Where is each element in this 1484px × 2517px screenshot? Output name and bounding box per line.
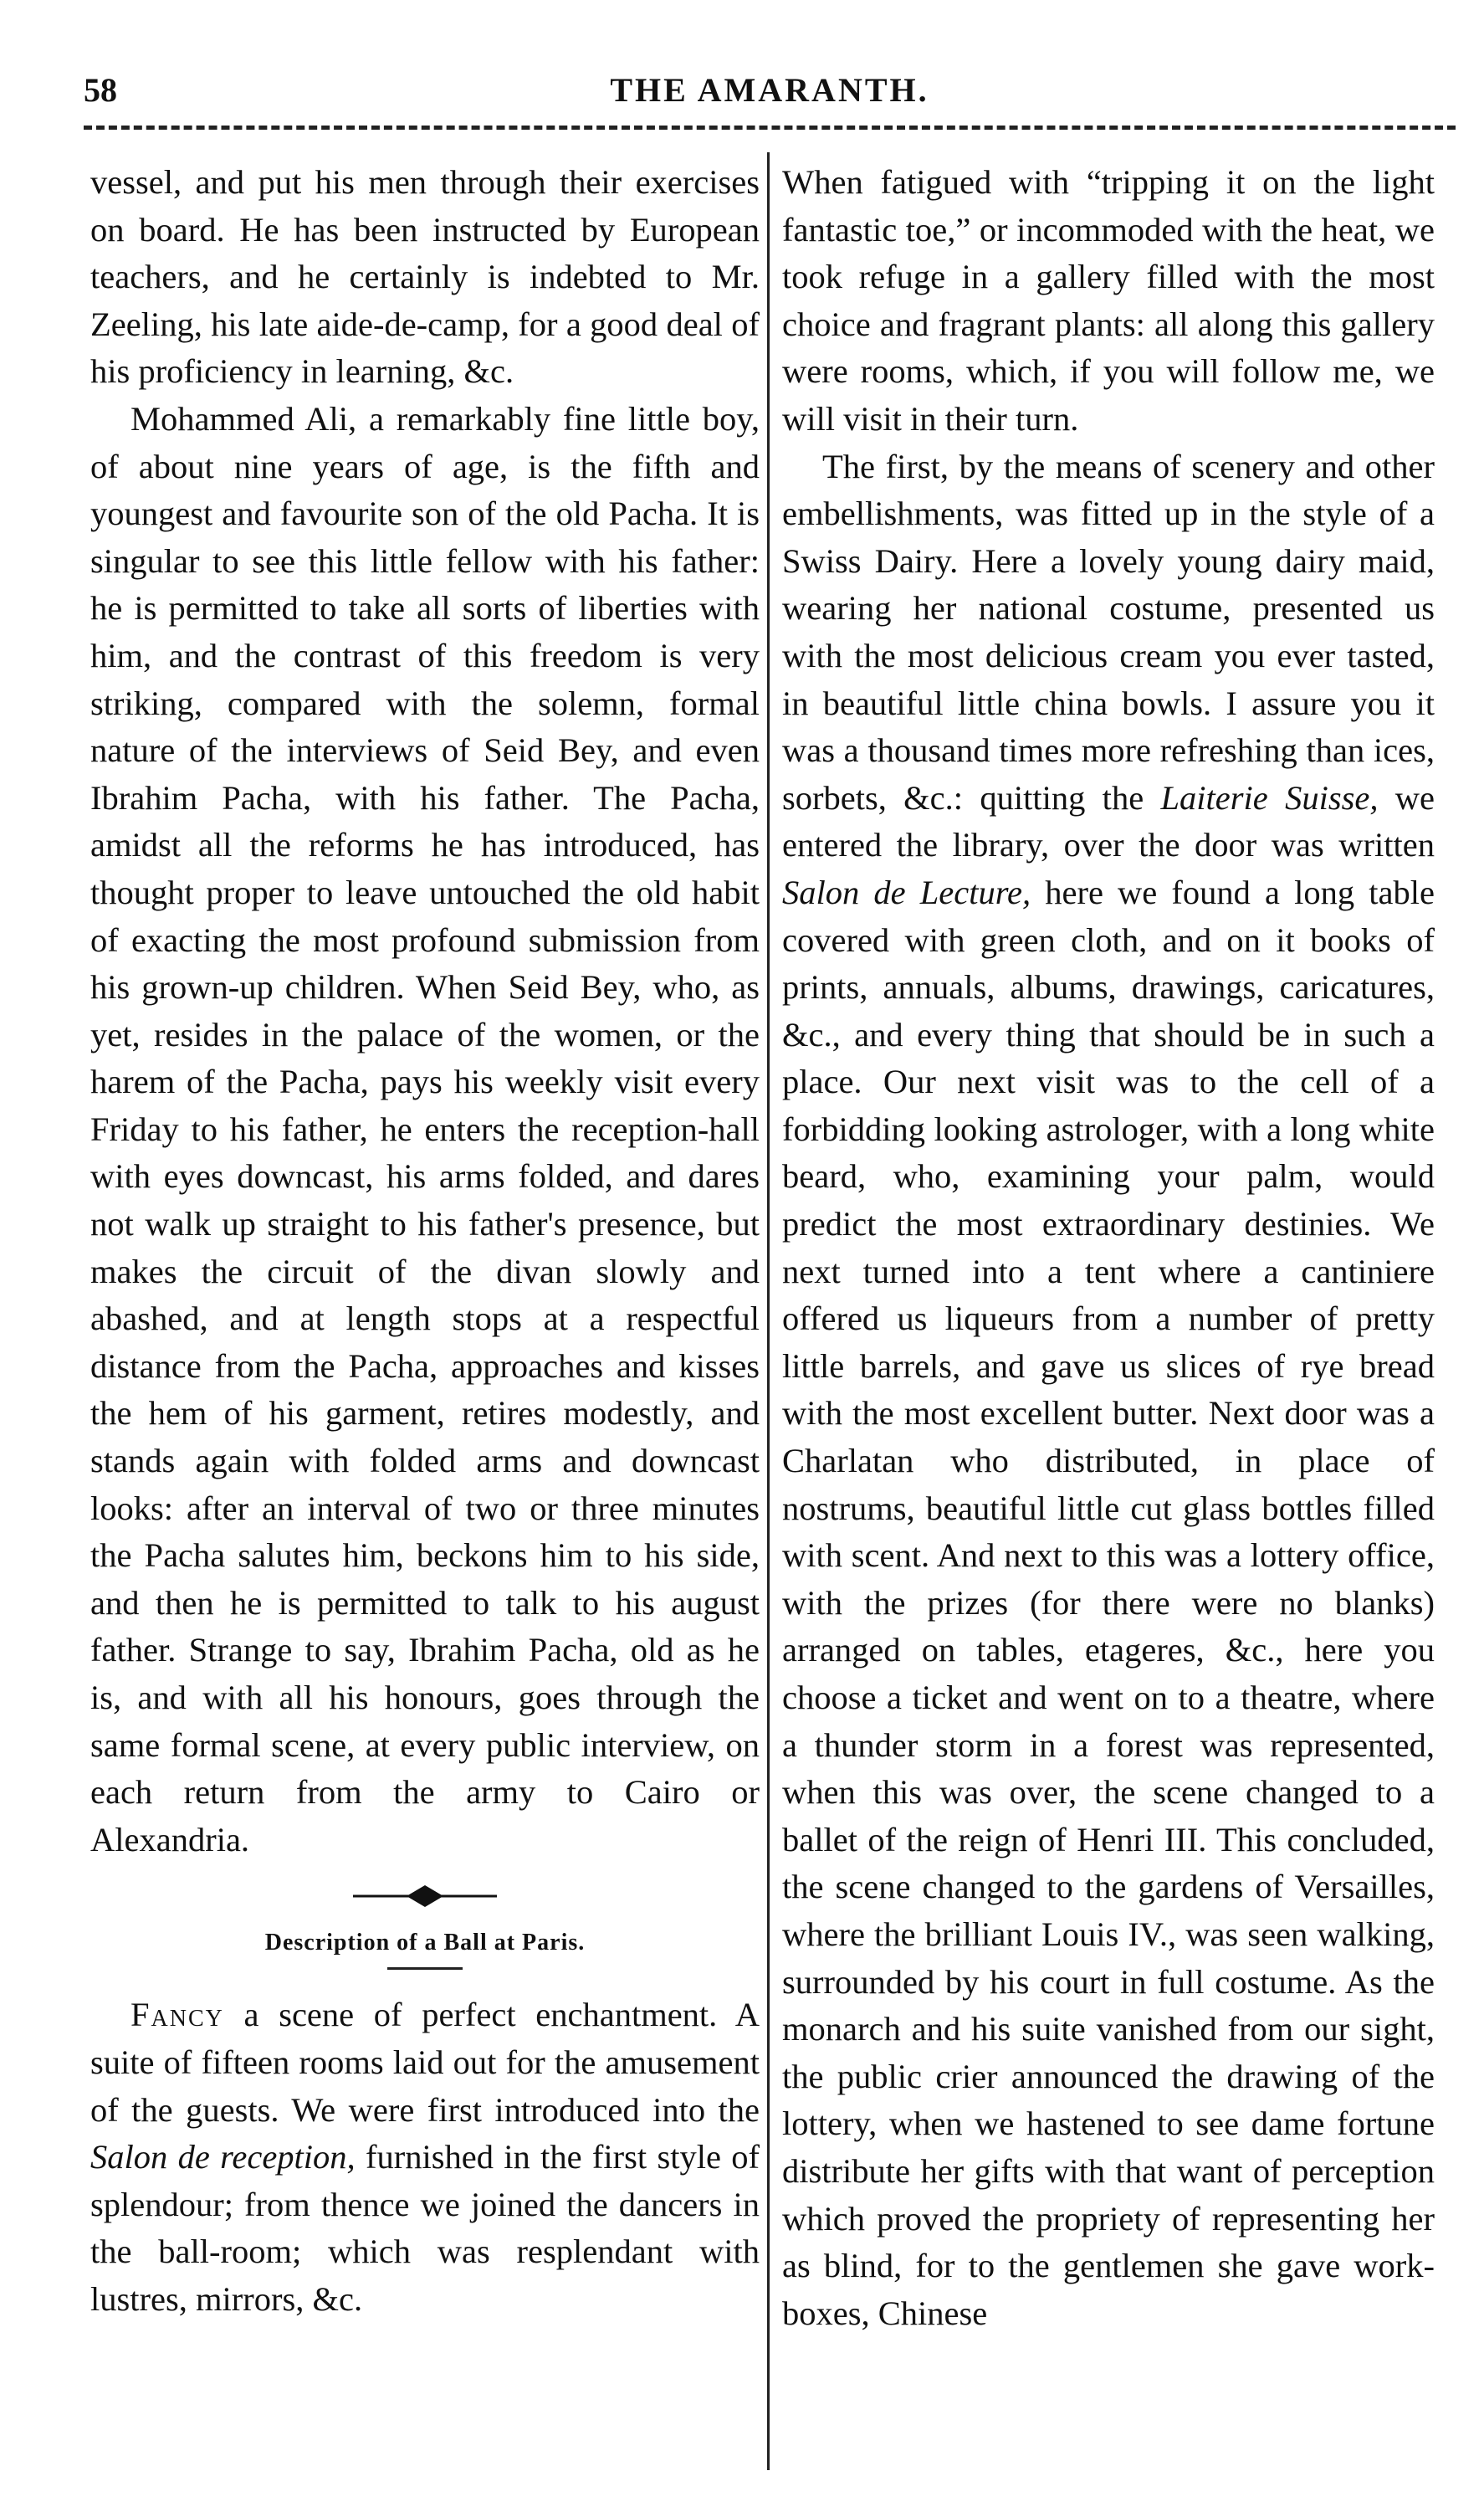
paragraph-text-a: The first, by the means of scenery and other embellishments, was fitted up in the style of a Swiss Dairy. Here a lovely young dairy maid, wearing her national costume, presented us with the most delicious cream you ever tasted, in beautiful little china bowls. I assure you it was a thousand times more refreshing than ices, sorbets, &c.: quitting the bbox=[782, 447, 1435, 817]
left-paragraph-2: Mohammed Ali, a remarkably fine little boy, of about nine years of age, is the fifth and youngest and favourite son of the old Pacha. It is singular to see this little fellow with his father: he is permitted to take all sorts of liberties with him, and the contrast of this freedom is very striking, compared with the solemn, formal nature of the interviews of Seid Bey, and even Ibrahim Pacha, with his father. The Pacha, amidst all the reforms he has introduced, has thought proper to leave untouched the old habit of exacting the most profound submission from his grown-up children. When Seid Bey, who, as yet, resides in the palace of the women, or the harem of the Pacha, pays his weekly visit every Friday to his father, he enters the reception-hall with eyes downcast, his arms folded, and dares not walk up straight to his father's presence, but makes the circuit of the divan slowly and abashed, and at length stops at a respectful distance from the Pacha, approaches and kisses the hem of his garment, retires modestly, and stands again with folded arms and downcast looks: after an interval of two or three minutes the Pacha salutes him, beckons him to his side, and then he is permitted to talk to his august father. Strange to say, Ibrahim Pacha, old as he is, and with all his honours, goes through the same formal scene, at every public interview, on each return from the army to Cairo or Alexandria. bbox=[90, 399, 760, 1858]
heading-rule bbox=[387, 1967, 463, 1970]
column-divider bbox=[767, 152, 770, 2470]
left-paragraph-1: vessel, and put his men through their exercises on board. He has been instructed by European teachers, and he certainly is indebted to Mr. Zeeling, his late aide-de-camp, for a good deal of his proficiency in learning, &c. bbox=[90, 163, 760, 391]
page-header bbox=[84, 71, 1456, 124]
drop-lead-word: Fancy bbox=[130, 1996, 224, 2034]
page-number: 58 bbox=[84, 71, 117, 109]
paragraph-3-text-b: furnished in the first style of splendour; from thence we joined the dancers in the ball-room; which was resplendant with lustres, mirrors, &c. bbox=[90, 2138, 760, 2318]
right-column bbox=[782, 159, 1435, 2337]
article-separator-ornament bbox=[350, 1885, 500, 1907]
running-title: THE AMARANTH. bbox=[610, 71, 929, 109]
paragraph-3-italic: Salon de reception, bbox=[90, 2138, 356, 2176]
paragraph-text-c: here we found a long table covered with green cloth, and on it books of prints, annuals, albums, drawings, caricatures, &c., and every thing that should be in such a place. Our next visit was to the cell of a forbidding looking astrologer, with a long white beard, who, examining your palm, would predict the most extraordinary destinies. We next turned into a tent where a cantiniere offered us liqueurs from a number of pretty little barrels, and gave us slices of rye bread with the most excellent butter. Next door was a Charlatan who distributed, in place of nostrums, beautiful little cut glass bottles filled with scent. And next to this was a lottery office, with the prizes (for there were no blanks) arranged on tables, etageres, &c., here you choose a ticket and went on to a theatre, where a thunder storm in a forest was represented, when this was over, the scene changed to a ballet of the reign of Henri III. This concluded, the scene changed to the gardens of Versailles, where the brilliant Louis IV., was seen walking, surrounded by his court in full costume. As the monarch and his suite vanished from our sight, the public crier announced the drawing of the lottery, when we hastened to see dame fortune distribute her gifts with that want of perception which proved the propriety of representing her as blind, for to the gentlemen she gave work-boxes, Chinese bbox=[782, 873, 1435, 2332]
italic-laiterie-suisse: Laiterie Suisse, bbox=[1160, 778, 1379, 817]
paragraph-3-text-a: a scene of perfect enchantment. A suite of fifteen rooms laid out for the amusement of the guests. We were first introduced into the bbox=[90, 1996, 760, 2129]
italic-salon-de-lecture: Salon de Lecture, bbox=[782, 873, 1031, 911]
left-column bbox=[90, 159, 760, 2324]
left-paragraph-3 bbox=[90, 1992, 760, 2323]
paragraph-text-b: we entered the library, over the door was written bbox=[782, 778, 1435, 864]
header-rule bbox=[84, 126, 1456, 130]
article-heading: Description of a Ball at Paris. bbox=[264, 1930, 586, 1956]
right-paragraph-1: When fatigued with “tripping it on the light fantastic toe,” or incommoded with the heat, we took refuge in a gallery filled with the most choice and fragrant plants: all along this gallery were rooms, which, if you will follow me, we will visit in their turn. bbox=[782, 163, 1435, 438]
right-paragraph-2 bbox=[782, 443, 1435, 2338]
